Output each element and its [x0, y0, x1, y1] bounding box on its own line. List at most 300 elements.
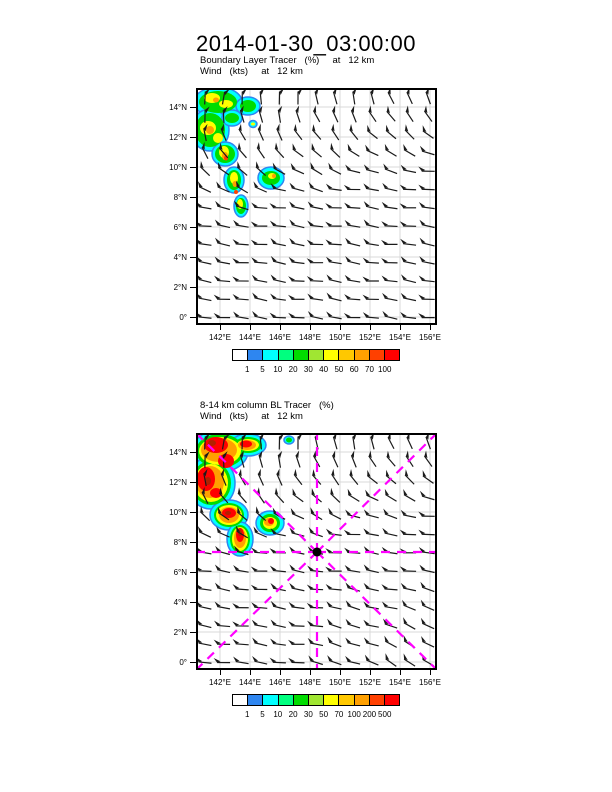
wind-barb-icon — [196, 293, 212, 301]
wind-barb-icon — [363, 528, 380, 535]
wind-barb-icon — [363, 183, 380, 190]
wind-barb-icon — [288, 238, 305, 246]
lon-tick — [430, 325, 431, 330]
wind-barb-icon — [214, 238, 231, 246]
lat-tick-label: 0° — [179, 313, 187, 322]
lon-tick-label: 144°E — [239, 333, 261, 342]
lat-tick-label: 10°N — [169, 163, 187, 172]
lat-tick — [190, 632, 196, 633]
lon-tick-label: 150°E — [329, 333, 351, 342]
lat-tick — [190, 542, 196, 543]
colorbar-cell — [323, 349, 339, 361]
wind-barb-icon — [363, 620, 380, 627]
wind-barb-icon — [269, 293, 286, 300]
wind-barb-icon — [381, 258, 398, 263]
wind-barb-icon — [214, 564, 231, 572]
wind-barb-icon — [344, 275, 361, 282]
lat-tick-label: 14°N — [169, 448, 187, 457]
colorbar-bottom — [232, 694, 400, 706]
wind-barb-icon — [288, 183, 305, 192]
lon-tick-label: 154°E — [389, 678, 411, 687]
lon-tick-label: 144°E — [239, 678, 261, 687]
wind-barb-icon — [251, 222, 268, 227]
colorbar-cell — [308, 694, 324, 706]
wind-barb-icon — [367, 105, 380, 121]
wind-barb-icon — [232, 220, 249, 227]
wind-barb-icon — [314, 88, 322, 104]
wind-barb-icon — [314, 433, 322, 449]
lon-tick-label: 156°E — [419, 678, 441, 687]
wind-barb-icon — [386, 433, 398, 449]
wind-barb-icon — [330, 124, 343, 140]
colorbar-tick-label: 30 — [303, 365, 313, 374]
lon-tick-label: 142°E — [209, 678, 231, 687]
wind-barb-icon — [251, 567, 268, 572]
wind-barb-icon — [344, 220, 361, 227]
wind-barb-icon — [232, 565, 249, 572]
wind-barb-icon — [382, 489, 398, 501]
wind-barb-icon — [214, 219, 231, 227]
lon-tick-label: 146°E — [269, 678, 291, 687]
lon-tick — [430, 670, 431, 675]
colorbar-tick-label: 500 — [378, 710, 392, 719]
lon-tick-label: 150°E — [329, 678, 351, 687]
wind-barb-icon — [367, 450, 380, 466]
wind-barb-icon — [420, 470, 436, 483]
wind-barb-icon — [344, 164, 361, 172]
wind-barb-icon — [363, 164, 380, 173]
wind-barb-icon — [196, 566, 212, 571]
lat-tick — [190, 107, 196, 108]
tracer-contour-patch — [213, 133, 223, 143]
wind-barb-icon — [288, 528, 305, 537]
wind-barb-icon — [400, 203, 417, 208]
colorbar-cell — [278, 349, 294, 361]
wind-barb-icon — [328, 143, 343, 158]
colorbar-tick-label: 20 — [288, 710, 298, 719]
wind-barb-icon — [419, 491, 436, 500]
lat-tick — [190, 167, 196, 168]
wind-barb-icon — [422, 106, 435, 122]
wind-barb-icon — [307, 566, 324, 572]
lon-tick — [340, 325, 341, 330]
wind-barb-icon — [381, 584, 398, 590]
wind-barb-icon — [381, 275, 398, 281]
wind-barb-icon — [386, 88, 398, 104]
colorbar-cell — [232, 349, 248, 361]
wind-barb-icon — [289, 508, 306, 519]
wind-barb-icon — [232, 656, 249, 663]
tracer-contour-patch — [225, 511, 231, 515]
colorbar-cell — [384, 349, 400, 361]
panel2-subtitle-line1: 8-14 km column BL Tracer (%) — [200, 400, 334, 411]
lat-tick — [190, 662, 196, 663]
lon-tick — [370, 670, 371, 675]
wind-barb-icon — [325, 239, 342, 244]
wind-barb-icon — [251, 585, 268, 590]
wind-barb-icon — [269, 203, 286, 208]
wind-barb-icon — [326, 163, 343, 175]
wind-barb-icon — [363, 583, 380, 591]
colorbar-cell — [384, 694, 400, 706]
wind-barb-icon — [270, 619, 287, 627]
wind-barb-icon — [363, 238, 380, 245]
colorbar-cell — [354, 694, 370, 706]
wind-barb-icon — [418, 202, 435, 209]
lat-tick — [190, 257, 196, 258]
wind-barb-icon — [278, 106, 285, 123]
wind-barb-icon — [232, 258, 249, 263]
wind-barb-icon — [232, 276, 249, 281]
wind-barb-icon — [295, 450, 304, 467]
lon-tick — [400, 325, 401, 330]
wind-barb-icon — [363, 637, 380, 646]
wind-barb-icon — [352, 433, 359, 449]
wind-barb-icon — [363, 145, 380, 156]
lon-tick-label: 156°E — [419, 333, 441, 342]
lon-tick — [220, 325, 221, 330]
wind-barb-icon — [418, 530, 435, 535]
colorbar-tick-label: 70 — [365, 365, 374, 374]
lat-tick-label: 0° — [179, 658, 187, 667]
wind-barb-icon — [251, 620, 268, 627]
lat-tick — [190, 452, 196, 453]
tracer-map-top-canvas — [196, 88, 437, 325]
wind-barb-icon — [400, 510, 417, 518]
colorbar-tick-label: 1 — [245, 710, 250, 719]
wind-barb-icon — [307, 276, 324, 281]
wind-barb-icon — [214, 583, 231, 591]
wind-barb-icon — [257, 469, 268, 486]
wind-barb-icon — [363, 601, 380, 608]
wind-barb-icon — [418, 220, 435, 228]
wind-barb-icon — [381, 311, 398, 319]
wind-barb-icon — [295, 105, 304, 122]
wind-barb-icon — [214, 295, 231, 300]
lat-tick — [190, 197, 196, 198]
wind-barb-icon — [269, 566, 286, 572]
wind-barb-icon — [370, 88, 379, 104]
wind-barb-icon — [400, 165, 417, 173]
tracer-map-bottom-canvas — [196, 433, 437, 670]
colorbar-tick-label: 50 — [319, 710, 329, 719]
wind-barb-icon — [288, 602, 305, 609]
colorbar-tick-label: 60 — [349, 365, 359, 374]
wind-barb-icon — [350, 105, 360, 122]
colorbar-cell — [323, 694, 339, 706]
wind-barb-icon — [196, 221, 212, 226]
wind-barb-icon — [381, 202, 398, 209]
wind-barb-icon — [418, 275, 435, 281]
lon-tick — [220, 670, 221, 675]
wind-barb-icon — [251, 311, 268, 319]
wind-barb-icon — [196, 638, 212, 646]
lat-tick-label: 2°N — [173, 283, 187, 292]
lat-tick — [190, 602, 196, 603]
wind-barb-icon — [363, 201, 380, 209]
wind-barb-icon — [307, 584, 324, 589]
lon-tick — [280, 670, 281, 675]
colorbar-cell — [338, 349, 354, 361]
colorbar-cell — [247, 349, 263, 361]
lat-tick — [190, 572, 196, 573]
colorbar-top — [232, 349, 400, 361]
wind-barb-icon — [400, 293, 417, 301]
wind-barb-icon — [400, 583, 417, 591]
colorbar-tick-label: 40 — [319, 365, 329, 374]
wind-barb-icon — [383, 653, 399, 666]
colorbar-cell — [278, 694, 294, 706]
lat-tick-label: 14°N — [169, 103, 187, 112]
colorbar-cell — [354, 349, 370, 361]
wind-barb-icon — [400, 530, 417, 535]
colorbar-cell — [293, 349, 309, 361]
wind-barb-icon — [270, 274, 287, 282]
colorbar-tick-label: 30 — [303, 710, 313, 719]
lat-tick-label: 12°N — [169, 478, 187, 487]
wind-barb-icon — [307, 621, 324, 627]
wind-barb-icon — [328, 488, 343, 503]
wind-barb-icon — [288, 640, 305, 645]
wind-barb-icon — [196, 239, 212, 246]
wind-barb-icon — [418, 295, 435, 300]
wind-barb-icon — [382, 163, 399, 173]
wind-barb-icon — [400, 600, 417, 610]
wind-barb-icon — [307, 240, 324, 245]
wind-barb-icon — [381, 293, 398, 301]
wind-barb-icon — [363, 219, 380, 227]
colorbar-tick-label: 5 — [260, 710, 265, 719]
wind-barb-icon — [288, 276, 305, 281]
wind-barb-icon — [344, 203, 361, 209]
colorbar-cell — [232, 694, 248, 706]
wind-barb-icon — [400, 566, 417, 571]
wind-barb-icon — [400, 239, 417, 245]
wind-barb-icon — [385, 106, 399, 121]
wind-barb-icon — [270, 238, 287, 246]
lon-tick — [250, 670, 251, 675]
wind-barb-icon — [370, 433, 379, 449]
wind-barb-icon — [307, 201, 324, 209]
wind-barb-icon — [404, 105, 417, 121]
wind-barb-icon — [214, 256, 231, 263]
panel1-subtitle-line2: Wind (kts) at 12 km — [200, 66, 303, 77]
tracer-contour-patch — [234, 190, 238, 194]
lon-tick-label: 154°E — [389, 333, 411, 342]
wind-barb-icon — [214, 601, 231, 608]
lat-tick — [190, 512, 196, 513]
wind-barb-icon — [236, 487, 250, 502]
colorbar-tick-label: 50 — [334, 365, 344, 374]
lat-tick-label: 4°N — [173, 253, 187, 262]
tracer-map-bottom — [196, 433, 437, 670]
wind-barb-icon — [251, 293, 268, 301]
wind-barb-icon — [401, 653, 417, 666]
colorbar-tick-label: 70 — [334, 710, 344, 719]
wind-barb-icon — [419, 618, 436, 629]
tracer-contour-patch — [272, 174, 276, 178]
wind-barb-icon — [350, 450, 360, 467]
wind-barb-icon — [344, 294, 361, 300]
wind-barb-icon — [363, 509, 380, 518]
wind-barb-icon — [251, 656, 268, 664]
wind-barb-icon — [214, 276, 231, 282]
colorbar-cell — [308, 349, 324, 361]
wind-barb-icon — [275, 469, 286, 486]
lat-tick — [190, 317, 196, 318]
wind-barb-icon — [330, 469, 343, 485]
wind-barb-icon — [381, 602, 398, 609]
wind-barb-icon — [251, 240, 268, 245]
wind-barb-icon — [381, 528, 398, 536]
wind-barb-icon — [251, 275, 268, 282]
lon-tick-label: 148°E — [299, 333, 321, 342]
wind-barb-icon — [363, 564, 380, 572]
lat-tick-label: 6°N — [173, 568, 187, 577]
wind-barb-icon — [381, 240, 398, 245]
wind-barb-icon — [198, 161, 213, 176]
wind-barb-icon — [196, 584, 212, 591]
wind-barb-icon — [418, 185, 435, 190]
wind-barb-icon — [196, 181, 213, 192]
tracer-contour-patch — [251, 123, 255, 126]
wind-barb-icon — [344, 656, 361, 664]
wind-barb-icon — [419, 582, 436, 592]
colorbar-cell — [293, 694, 309, 706]
lat-tick-label: 8°N — [173, 193, 187, 202]
wind-barb-icon — [344, 619, 361, 628]
wind-barb-icon — [288, 257, 305, 264]
colorbar-tick-label: 100 — [347, 710, 361, 719]
wind-barb-icon — [196, 619, 212, 627]
wind-barb-icon — [381, 566, 398, 571]
wind-barb-icon — [401, 144, 418, 156]
colorbar-cell — [262, 349, 278, 361]
wind-barb-icon — [362, 295, 379, 300]
wind-barb-icon — [260, 88, 266, 104]
wind-barb-icon — [405, 88, 416, 104]
wind-barb-icon — [269, 638, 286, 645]
wind-barb-icon — [232, 311, 249, 318]
wind-barb-icon — [382, 144, 398, 156]
wind-barb-icon — [382, 508, 399, 518]
lat-tick-label: 2°N — [173, 628, 187, 637]
wind-barb-icon — [325, 222, 342, 227]
lon-tick-label: 152°E — [359, 678, 381, 687]
panel1-subtitle-line1: Boundary Layer Tracer (%) at 12 km — [200, 55, 375, 66]
wind-barb-icon — [419, 146, 436, 155]
wind-barb-icon — [232, 294, 249, 300]
colorbar-cell — [247, 694, 263, 706]
wind-barb-icon — [290, 488, 306, 501]
wind-barb-icon — [278, 451, 285, 468]
lon-tick — [340, 670, 341, 675]
colorbar-tick-label: 1 — [245, 365, 250, 374]
lon-tick — [310, 325, 311, 330]
lon-tick-label: 152°E — [359, 333, 381, 342]
tracer-contour-patch — [225, 113, 239, 123]
wind-barb-icon — [307, 638, 324, 646]
wind-barb-icon — [362, 258, 379, 264]
colorbar-cell — [369, 349, 385, 361]
wind-barb-icon — [232, 239, 249, 245]
wind-barb-icon — [288, 621, 305, 626]
lon-tick — [250, 325, 251, 330]
wind-barb-icon — [400, 274, 417, 282]
wind-barb-icon — [401, 617, 418, 629]
wind-barb-icon — [251, 257, 268, 263]
wind-barb-icon — [288, 295, 305, 300]
wind-barb-icon — [232, 639, 249, 645]
tracer-contour-patch — [268, 518, 274, 524]
colorbar-tick-label: 200 — [362, 710, 377, 719]
wind-barb-icon — [275, 124, 286, 141]
wind-barb-icon — [257, 124, 268, 141]
wind-barb-icon — [418, 565, 435, 573]
wind-barb-icon — [196, 274, 212, 282]
colorbar-cell — [369, 694, 385, 706]
colorbar-tick-label: 5 — [260, 365, 265, 374]
lat-tick-label: 10°N — [169, 508, 187, 517]
lat-tick — [190, 482, 196, 483]
panel2-subtitle-line2: Wind (kts) at 12 km — [200, 411, 303, 422]
tracer-contour-patch — [286, 438, 292, 443]
colorbar-cell — [262, 694, 278, 706]
wind-barb-icon — [418, 238, 435, 246]
lon-tick-label: 142°E — [209, 333, 231, 342]
wind-barb-icon — [288, 219, 305, 227]
lat-tick — [190, 227, 196, 228]
wind-barb-icon — [307, 311, 324, 319]
wind-barb-icon — [345, 144, 361, 157]
lat-tick — [190, 287, 196, 288]
wind-barb-icon — [326, 508, 343, 520]
colorbar-cell — [338, 694, 354, 706]
wind-barb-icon — [298, 88, 303, 105]
wind-barb-icon — [288, 583, 305, 591]
lat-tick-label: 12°N — [169, 133, 187, 142]
wind-barb-icon — [363, 655, 380, 665]
wind-barb-icon — [344, 530, 361, 535]
lat-tick-label: 8°N — [173, 538, 187, 547]
wind-barb-icon — [307, 221, 324, 227]
wind-barb-icon — [309, 143, 325, 157]
wind-barb-icon — [196, 202, 212, 209]
wind-barb-icon — [381, 183, 398, 191]
wind-barb-icon — [400, 221, 417, 226]
wind-barb-icon — [307, 603, 324, 608]
wind-barb-icon — [344, 238, 361, 246]
wind-barb-icon — [385, 451, 399, 466]
wind-barb-icon — [400, 185, 417, 190]
lon-tick-label: 148°E — [299, 678, 321, 687]
wind-barb-icon — [422, 451, 435, 467]
lat-tick-label: 4°N — [173, 598, 187, 607]
lat-tick-label: 6°N — [173, 223, 187, 232]
lon-tick — [280, 325, 281, 330]
wind-barb-icon — [325, 203, 342, 208]
wind-barb-icon — [214, 621, 231, 627]
tracer-contour-patch — [219, 100, 233, 108]
wind-barb-icon — [307, 293, 324, 300]
colorbar-tick-label: 10 — [273, 365, 283, 374]
tracer-contour-patch — [206, 126, 214, 134]
tracer-contour-patch — [213, 98, 219, 103]
wind-barb-icon — [307, 258, 324, 263]
wind-barb-icon — [289, 163, 306, 174]
wind-barb-icon — [419, 600, 436, 611]
wind-barb-icon — [344, 185, 361, 190]
